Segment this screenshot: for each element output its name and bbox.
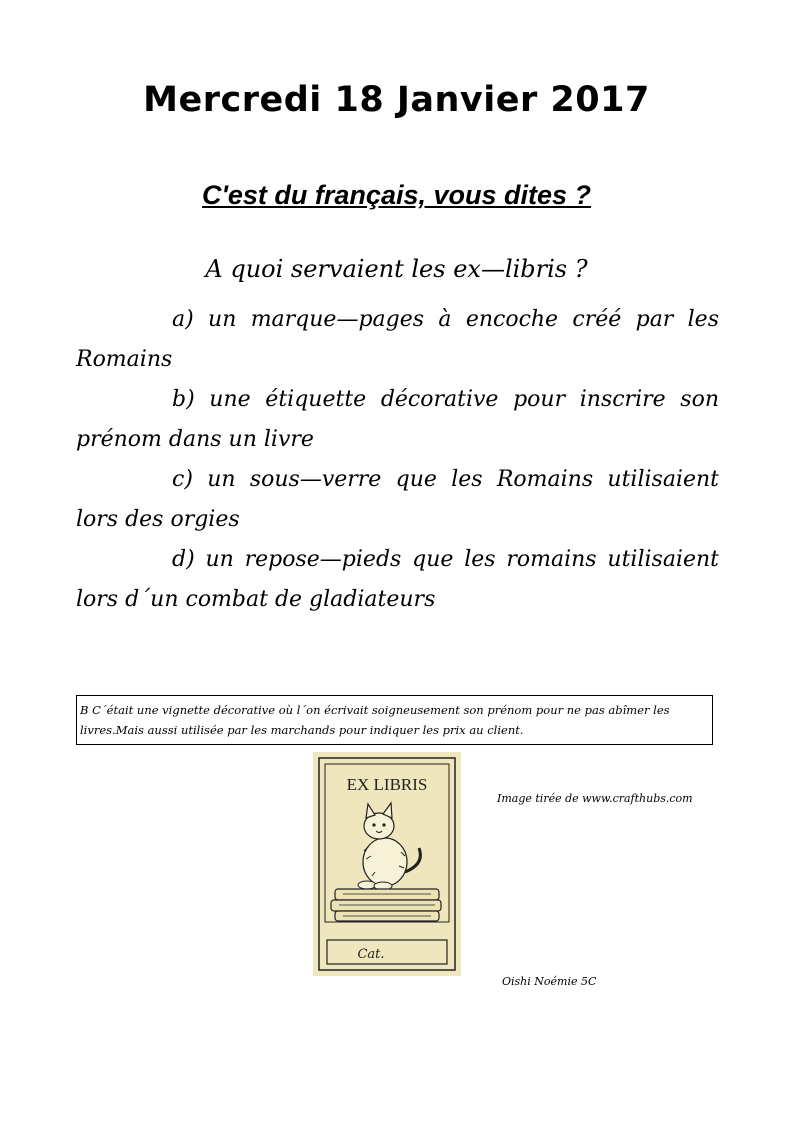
page-title: Mercredi 18 Janvier 2017	[143, 80, 650, 120]
option-a: a) un marque—pages à encoche créé par les Romains	[76, 307, 719, 372]
image-credit: Image tirée de www.crafthubs.com	[497, 792, 693, 805]
ex-libris-name: Cat.	[357, 947, 385, 962]
option-b: b) une étiquette décorative pour inscrire son prénom dans un livre	[76, 387, 719, 452]
ex-libris-label: EX LIBRIS	[346, 775, 428, 794]
quiz-options	[76, 300, 719, 620]
option-d: d) un repose—pieds que les romains utilisaient lors d´un combat de gladiateurs	[76, 547, 719, 612]
answer-box: B C´était une vignette décorative où l´on écrivait soigneusement son prénom pour ne pas abîmer les livres.Mais aussi utilisée par les marchands pour indiquer les prix au client.	[76, 695, 713, 745]
option-c: c) un sous—verre que les Romains utilisaient lors des orgies	[76, 467, 719, 532]
cat-on-books-icon	[313, 752, 461, 976]
quiz-question: A quoi servaient les ex—libris ?	[205, 255, 588, 283]
ex-libris-image	[313, 752, 461, 976]
author-name: Oishi Noémie 5C	[502, 975, 597, 988]
page-subtitle: C'est du français, vous dites ?	[201, 180, 592, 210]
